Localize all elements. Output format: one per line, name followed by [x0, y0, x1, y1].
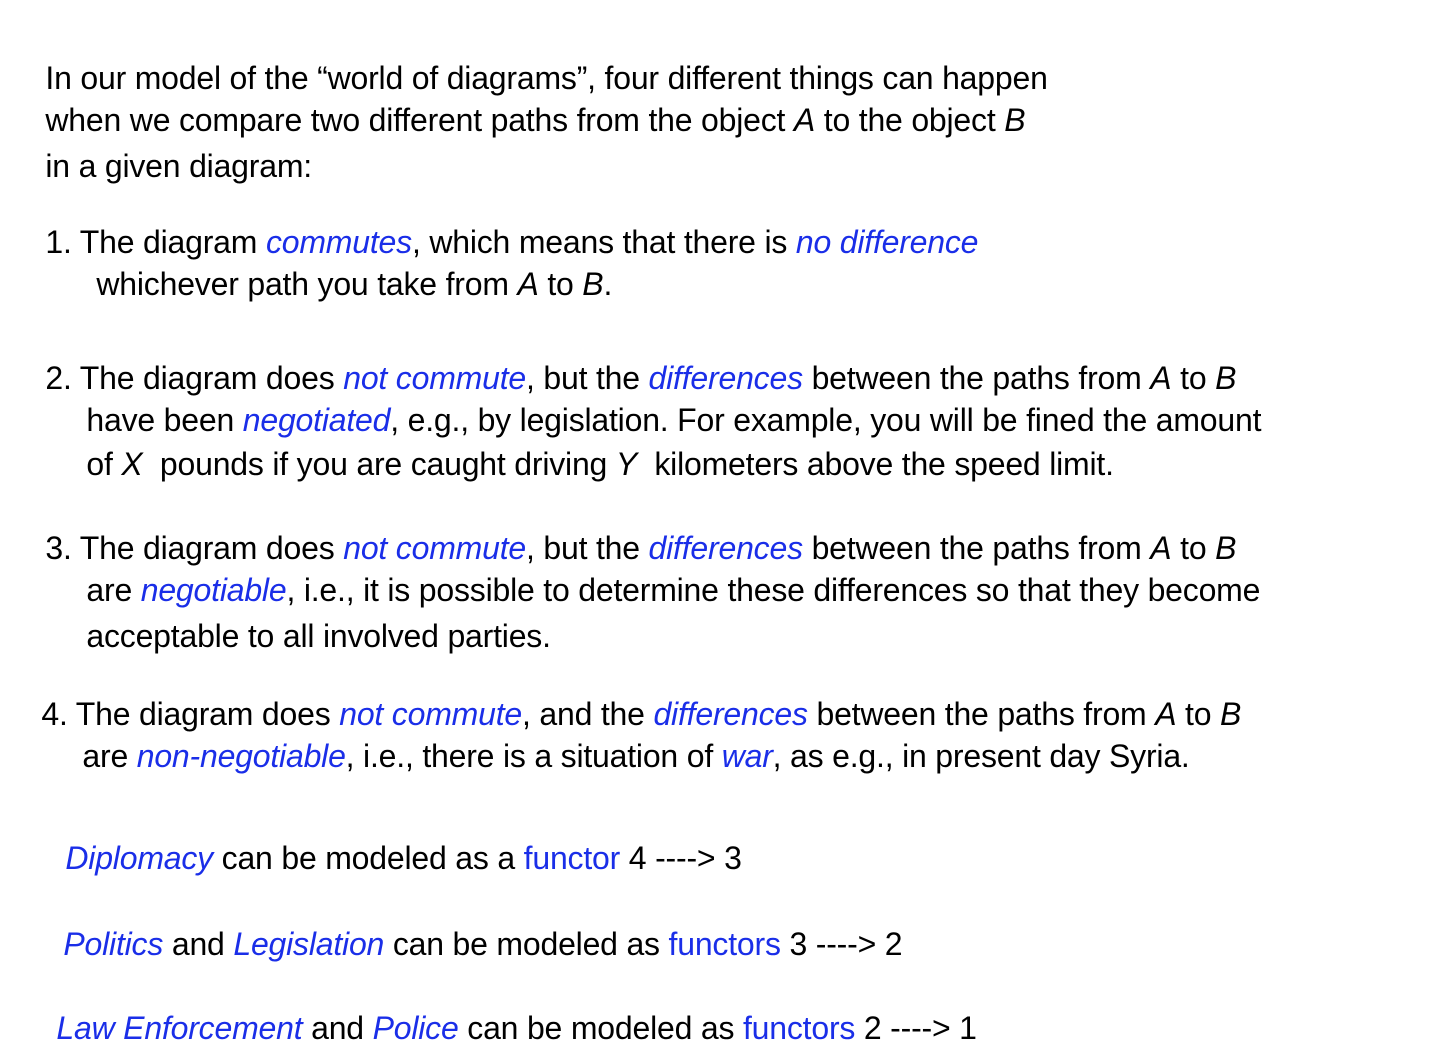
highlight-term: differences	[648, 530, 803, 566]
intro-text: when we compare two different paths from the object	[45, 102, 794, 138]
object-b: B	[1215, 530, 1237, 566]
item-text: , e.g., by legislation. For example, you will be fined the amount	[390, 402, 1262, 438]
item-text: whichever path you take from	[96, 266, 518, 302]
item-text: pounds if you are caught driving	[142, 446, 616, 482]
intro-text: in a given diagram:	[45, 148, 312, 184]
highlight-term: war	[721, 738, 773, 774]
variable-x: X	[121, 446, 143, 482]
item-text: , as e.g., in present day Syria.	[772, 738, 1190, 774]
highlight-term: not commute	[339, 696, 522, 732]
item-text: are	[82, 738, 137, 774]
item-text: 4. The diagram does	[41, 696, 340, 732]
item-text: between the paths from	[807, 696, 1156, 732]
item-1-line-2	[79, 230, 612, 302]
intro-line-3	[28, 112, 312, 184]
item-text: , but the	[526, 530, 649, 566]
item-2-line-3	[69, 410, 1114, 482]
politics-statement	[46, 890, 902, 962]
item-text: of	[86, 446, 122, 482]
item-text: 1. The diagram	[45, 224, 266, 260]
highlight-term: Politics	[63, 926, 164, 962]
item-text: between the paths from	[802, 530, 1151, 566]
item-text: between the paths from	[802, 360, 1151, 396]
item-text: to	[1171, 530, 1216, 566]
item-text: , i.e., it is possible to determine these differences so that they become	[286, 572, 1261, 608]
highlight-term: differences	[648, 360, 803, 396]
item-text: acceptable to all involved parties.	[86, 618, 551, 654]
item-text: to	[538, 266, 583, 302]
highlight-term: not commute	[343, 360, 526, 396]
highlight-term: non-negotiable	[136, 738, 346, 774]
item-text: are	[86, 572, 141, 608]
highlight-term: no difference	[795, 224, 979, 260]
object-a: A	[793, 102, 816, 138]
item-text: kilometers above the speed limit.	[637, 446, 1114, 482]
highlight-term: Police	[372, 1010, 459, 1046]
item-text: 2. The diagram does	[45, 360, 344, 396]
object-a: A	[1155, 696, 1177, 732]
highlight-term: Diplomacy	[65, 840, 213, 876]
item-text: to	[1176, 696, 1221, 732]
item-text: .	[603, 266, 613, 302]
item-text: , but the	[526, 360, 649, 396]
object-a: A	[1150, 360, 1172, 396]
highlight-term: commutes	[265, 224, 412, 260]
highlight-term: not commute	[343, 530, 526, 566]
statement-text: 4 ----> 3	[620, 840, 742, 876]
item-text: , i.e., there is a situation of	[345, 738, 722, 774]
diplomacy-statement	[48, 804, 742, 876]
item-text: have been	[86, 402, 243, 438]
intro-text: to the object	[815, 102, 1005, 138]
object-a: A	[1150, 530, 1172, 566]
statement-text: can be modeled as a	[212, 840, 524, 876]
item-3-line-3	[69, 582, 551, 654]
highlight-term: negotiable	[140, 572, 287, 608]
highlight-term: Law Enforcement	[56, 1010, 303, 1046]
statement-text: 2 ----> 1	[855, 1010, 977, 1046]
statement-text: can be modeled as	[458, 1010, 743, 1046]
item-text: , which means that there is	[411, 224, 796, 260]
item-text: to	[1171, 360, 1216, 396]
object-a: A	[517, 266, 539, 302]
object-b: B	[1220, 696, 1242, 732]
functor-term: functor	[523, 840, 621, 876]
object-b: B	[582, 266, 604, 302]
item-4-line-2	[65, 702, 1190, 774]
object-b: B	[1215, 360, 1237, 396]
law-statement	[39, 974, 977, 1046]
functor-term: functors	[668, 926, 781, 962]
item-text: , and the	[522, 696, 654, 732]
statement-text: and	[163, 926, 234, 962]
intro-text: In our model of the “world of diagrams”, four different things can happen	[45, 60, 1048, 96]
highlight-term: Legislation	[233, 926, 385, 962]
functor-term: functors	[742, 1010, 856, 1046]
statement-text: and	[302, 1010, 373, 1046]
highlight-term: differences	[653, 696, 808, 732]
object-b: B	[1004, 102, 1026, 138]
variable-y: Y	[615, 446, 637, 482]
statement-text: 3 ----> 2	[780, 926, 903, 962]
highlight-term: negotiated	[242, 402, 391, 438]
item-text: 3. The diagram does	[45, 530, 344, 566]
statement-text: can be modeled as	[384, 926, 669, 962]
